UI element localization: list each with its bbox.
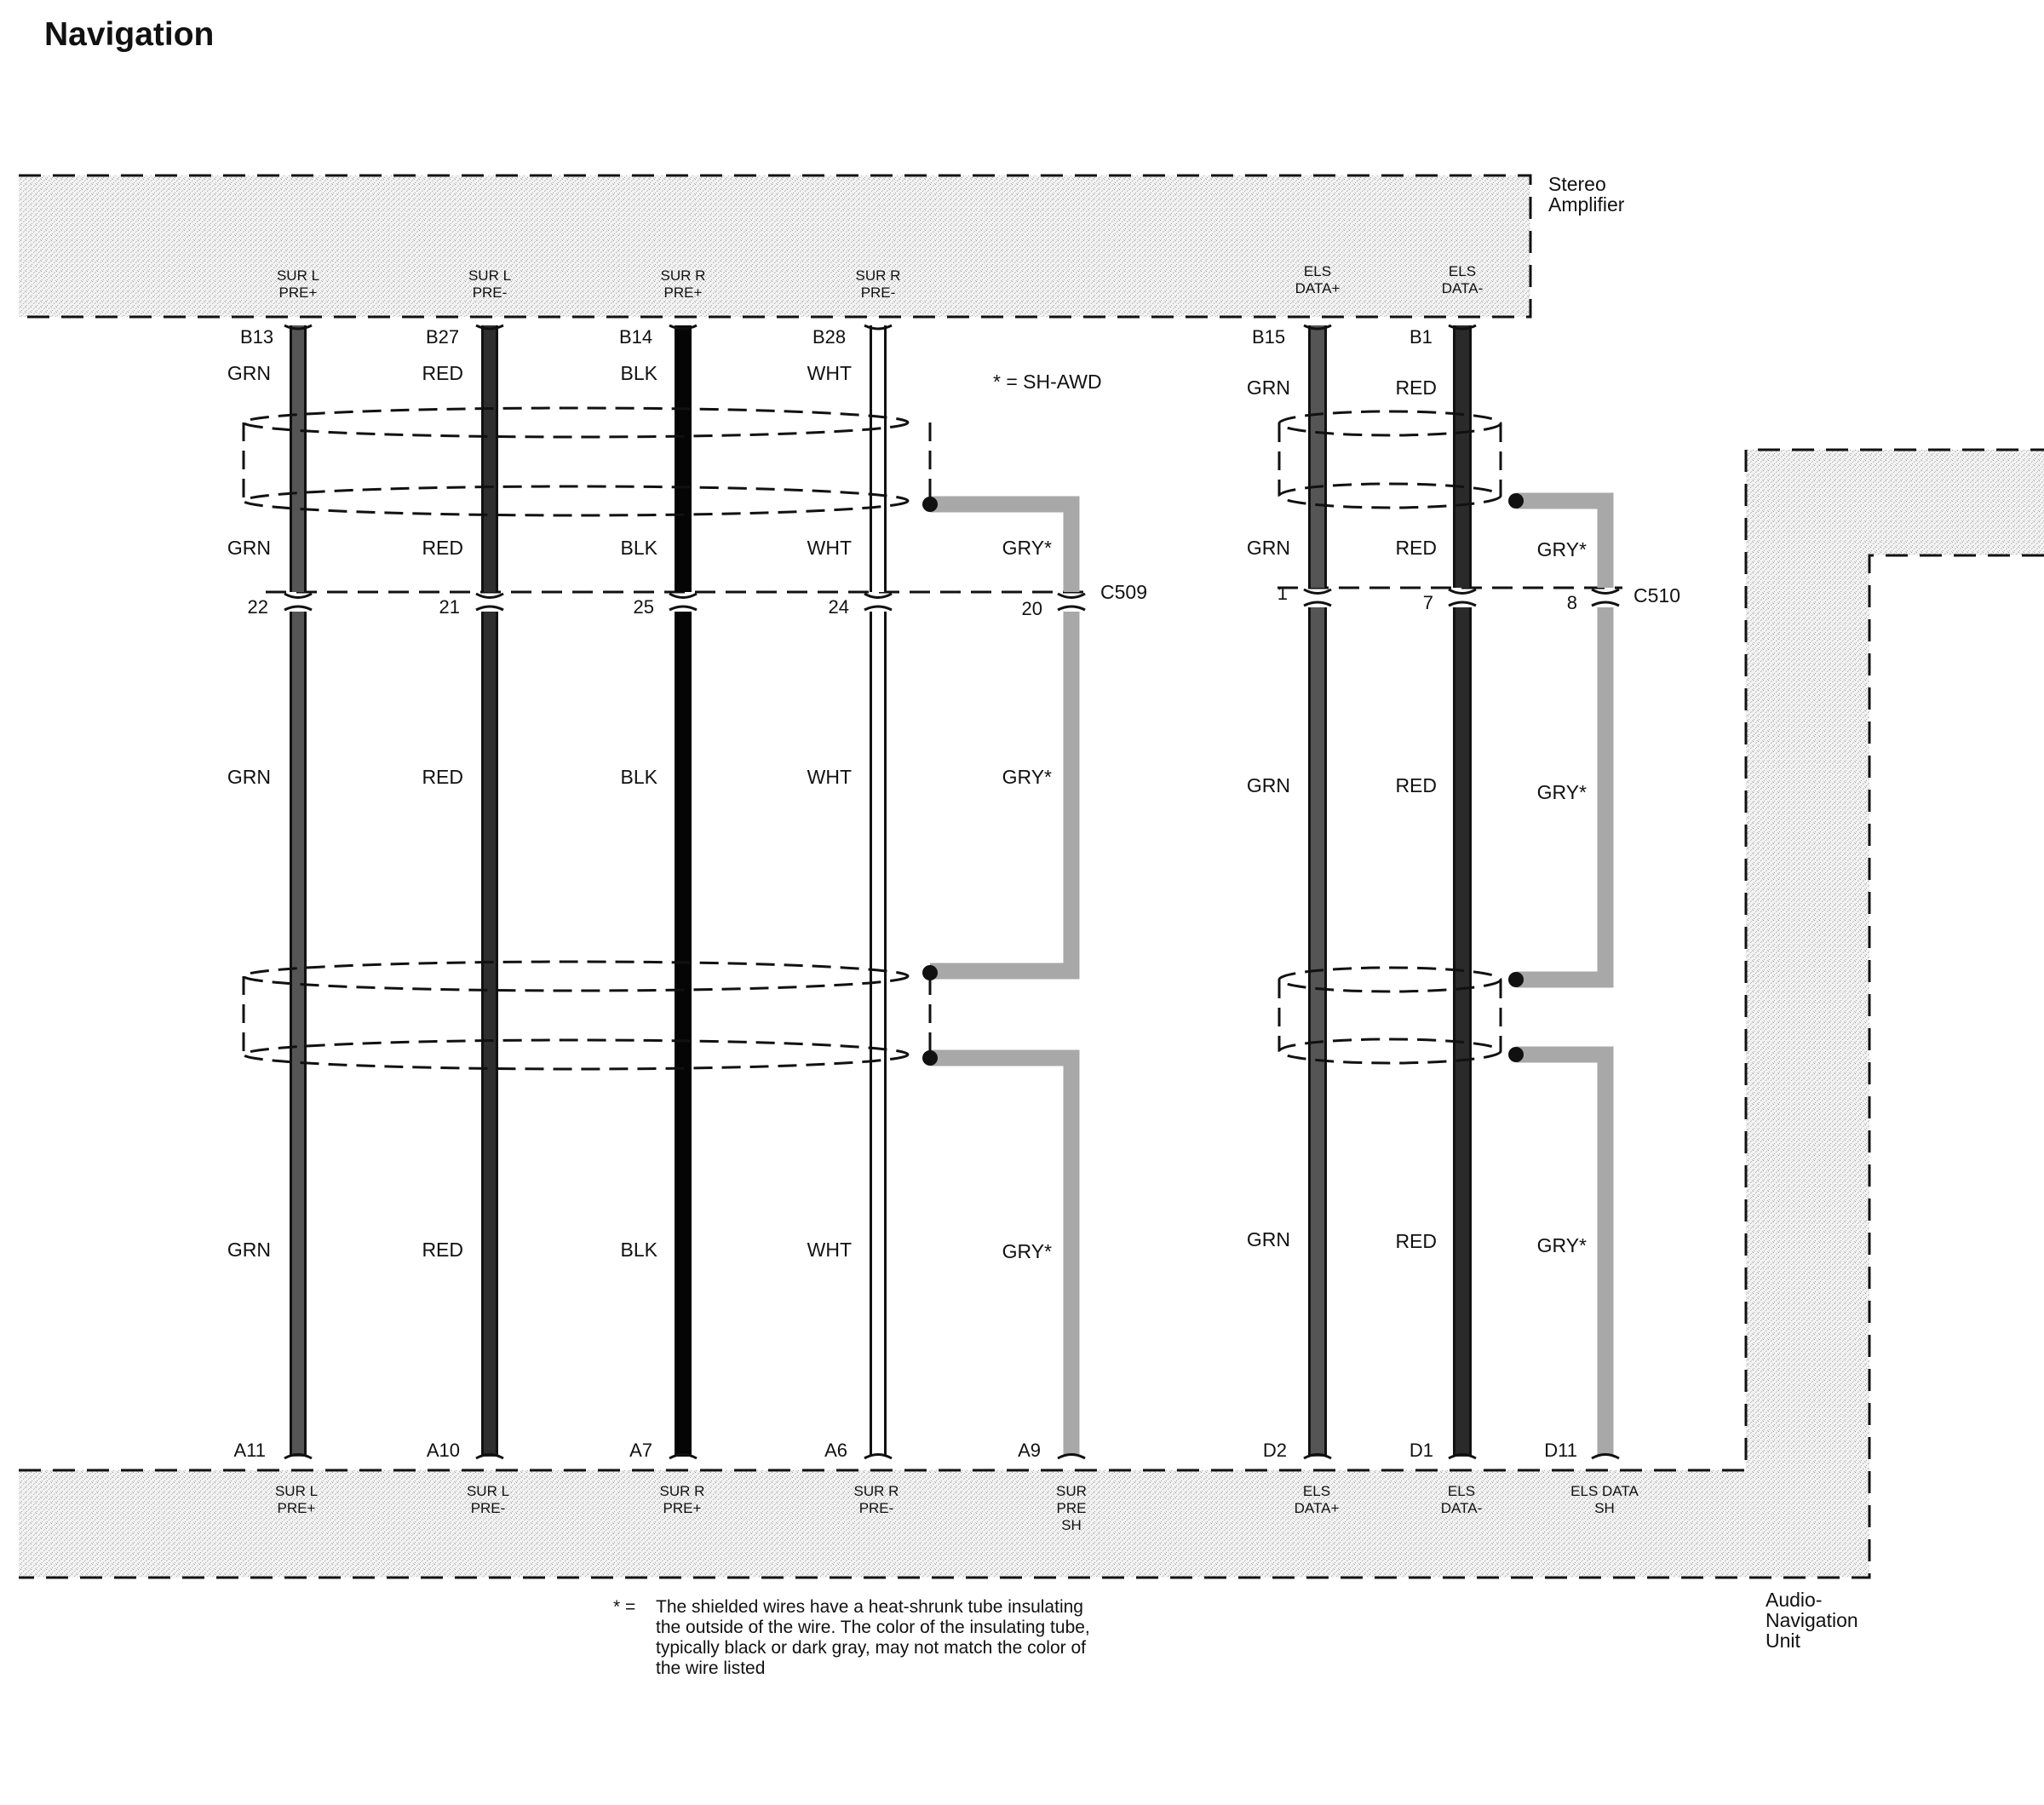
bottom-signal-sur-l-pre-minus-l1: SUR L bbox=[466, 1483, 510, 1499]
top-signal-els-data-minus-l2: DATA- bbox=[1441, 280, 1484, 296]
page-title: Navigation bbox=[44, 16, 215, 53]
connector-pin-24: 24 bbox=[828, 596, 849, 618]
footnote-line-3: typically black or dark gray, may not match the color of bbox=[656, 1638, 1086, 1658]
color-label: WHT bbox=[807, 362, 852, 384]
color-label: RED bbox=[1395, 774, 1437, 796]
color-label: WHT bbox=[807, 537, 852, 559]
footnote-line-2: the outside of the wire. The color of the insulating tube, bbox=[656, 1618, 1090, 1637]
bottom-signal-sur-l-pre-plus-l1: SUR L bbox=[274, 1483, 319, 1499]
color-label: RED bbox=[1395, 1230, 1437, 1252]
color-label: GRN bbox=[227, 537, 271, 559]
bottom-signal-els-data-minus-l1: ELS bbox=[1447, 1483, 1476, 1499]
color-label: GRN bbox=[227, 362, 271, 384]
color-label: RED bbox=[422, 362, 463, 384]
bottom-signal-els-data-plus-l1: ELS bbox=[1302, 1483, 1331, 1499]
connector-c510-label: C510 bbox=[1633, 584, 1680, 606]
bottom-signal-sur-r-pre-plus-l1: SUR R bbox=[659, 1483, 705, 1499]
bottom-signal-sur-r-pre-minus-l1: SUR R bbox=[853, 1483, 899, 1499]
footnote-line-1: The shielded wires have a heat-shrunk tube insulating bbox=[656, 1597, 1083, 1617]
color-label: WHT bbox=[807, 766, 852, 788]
shield-wire-els bbox=[1516, 501, 1605, 1455]
color-label: BLK bbox=[620, 537, 657, 559]
bottom-signal-els-data-plus-l2: DATA+ bbox=[1294, 1500, 1340, 1516]
connector-pin-22: 22 bbox=[247, 596, 268, 618]
bottom-signal-els-data-minus-l2: DATA- bbox=[1440, 1500, 1483, 1516]
color-label: BLK bbox=[620, 362, 657, 384]
color-label: GRN bbox=[227, 1239, 271, 1261]
color-label: RED bbox=[422, 537, 463, 559]
connector-pin-1: 1 bbox=[1277, 583, 1288, 604]
footnote bbox=[613, 1597, 1090, 1678]
shield-sur-lower bbox=[244, 962, 930, 1069]
color-label: GRN bbox=[1246, 1228, 1290, 1250]
color-label: GRN bbox=[1246, 537, 1290, 559]
color-label: GRN bbox=[1246, 774, 1290, 796]
stereo-amplifier-label-line1: Stereo bbox=[1548, 173, 1606, 195]
footnote-marker: * = bbox=[613, 1597, 636, 1617]
top-signal-sur-l-pre-minus-l1: SUR L bbox=[468, 267, 512, 284]
top-pin-labels bbox=[240, 326, 1433, 348]
connector-pin-21: 21 bbox=[439, 596, 460, 618]
color-label: GRN bbox=[227, 766, 271, 788]
bottom-pin-d11: D11 bbox=[1544, 1440, 1577, 1461]
audio-navigation-unit-label-line2: Navigation bbox=[1766, 1609, 1858, 1631]
stereo-amplifier-label-line2: Amplifier bbox=[1548, 193, 1625, 216]
top-signal-els-data-minus-l1: ELS bbox=[1448, 263, 1477, 279]
bottom-pin-d2: D2 bbox=[1262, 1440, 1287, 1461]
bottom-pin-labels bbox=[233, 1440, 1577, 1461]
audio-navigation-unit-label-line3: Unit bbox=[1766, 1630, 1800, 1652]
top-pin-b15: B15 bbox=[1252, 326, 1286, 348]
top-pin-b14: B14 bbox=[619, 326, 653, 348]
connector-c509-label: C509 bbox=[1100, 581, 1147, 603]
top-signal-sur-r-pre-minus-l2: PRE- bbox=[860, 285, 896, 301]
bottom-pin-d1: D1 bbox=[1409, 1440, 1433, 1461]
top-pin-b13: B13 bbox=[240, 326, 274, 348]
color-label: RED bbox=[422, 766, 463, 788]
color-label: RED bbox=[422, 1239, 463, 1261]
top-signal-sur-l-pre-plus-l2: PRE+ bbox=[278, 285, 318, 301]
bottom-signal-sur-l-pre-plus-l2: PRE+ bbox=[277, 1500, 316, 1516]
top-pin-b27: B27 bbox=[426, 326, 460, 348]
color-label: GRN bbox=[1246, 377, 1290, 399]
bottom-pin-a11: A11 bbox=[233, 1440, 266, 1461]
connector-pin-7: 7 bbox=[1422, 592, 1433, 613]
connector-pin-25: 25 bbox=[633, 596, 654, 618]
connector-pin-8: 8 bbox=[1566, 592, 1577, 613]
wire-color-labels-row4 bbox=[227, 1228, 1587, 1262]
shield-sur-upper bbox=[244, 408, 930, 515]
wire-color-labels-row2 bbox=[227, 537, 1587, 560]
wire-color-labels-row1 bbox=[227, 362, 1437, 399]
top-signal-els-data-plus-l2: DATA+ bbox=[1295, 280, 1341, 296]
audio-navigation-unit-label-line1: Audio- bbox=[1766, 1589, 1823, 1611]
color-label: GRY* bbox=[1536, 781, 1587, 803]
footnote-line-4: the wire listed bbox=[656, 1658, 766, 1678]
connector-pin-20: 20 bbox=[1021, 598, 1042, 619]
top-signal-sur-r-pre-minus-l1: SUR R bbox=[855, 267, 901, 284]
top-signal-sur-l-pre-minus-l2: PRE- bbox=[472, 285, 508, 301]
top-signal-sur-l-pre-plus-l1: SUR L bbox=[276, 267, 320, 284]
bottom-signal-sur-pre-sh-l1: SUR bbox=[1056, 1483, 1087, 1499]
bottom-pin-a6: A6 bbox=[824, 1440, 847, 1461]
top-pin-b1: B1 bbox=[1410, 326, 1433, 348]
color-label: WHT bbox=[807, 1239, 852, 1261]
color-label: GRY* bbox=[1002, 1240, 1052, 1262]
top-signal-els-data-plus-l1: ELS bbox=[1303, 263, 1332, 279]
bottom-signal-sur-pre-sh-l2: PRE bbox=[1056, 1500, 1087, 1516]
wire-color-labels-row3 bbox=[227, 766, 1587, 803]
shield-wire-sur bbox=[930, 504, 1071, 1455]
top-pin-b28: B28 bbox=[812, 326, 847, 348]
top-signal-sur-r-pre-plus-l2: PRE+ bbox=[663, 285, 703, 301]
bottom-signal-sur-l-pre-minus-l2: PRE- bbox=[470, 1500, 506, 1516]
color-label: GRY* bbox=[1002, 766, 1052, 788]
bottom-signal-sur-r-pre-minus-l2: PRE- bbox=[858, 1500, 894, 1516]
bottom-signal-els-data-sh-l1: ELS DATA bbox=[1570, 1483, 1639, 1499]
color-label: BLK bbox=[620, 766, 657, 788]
color-label: RED bbox=[1395, 537, 1437, 559]
bottom-pin-a10: A10 bbox=[426, 1440, 460, 1461]
bottom-signal-els-data-sh-l2: SH bbox=[1594, 1500, 1615, 1516]
color-label: RED bbox=[1395, 377, 1437, 399]
bottom-signal-sur-pre-sh-l3: SH bbox=[1061, 1517, 1082, 1533]
color-label: GRY* bbox=[1536, 538, 1587, 560]
bottom-pin-a7: A7 bbox=[629, 1440, 652, 1461]
bottom-signal-sur-r-pre-plus-l2: PRE+ bbox=[663, 1500, 702, 1516]
color-label: BLK bbox=[620, 1239, 657, 1261]
color-label: GRY* bbox=[1536, 1234, 1587, 1256]
color-label: GRY* bbox=[1002, 537, 1052, 559]
top-signal-sur-r-pre-plus-l1: SUR R bbox=[660, 267, 706, 284]
bottom-pin-a9: A9 bbox=[1018, 1440, 1041, 1461]
sh-awd-note: * = SH-AWD bbox=[993, 371, 1102, 393]
